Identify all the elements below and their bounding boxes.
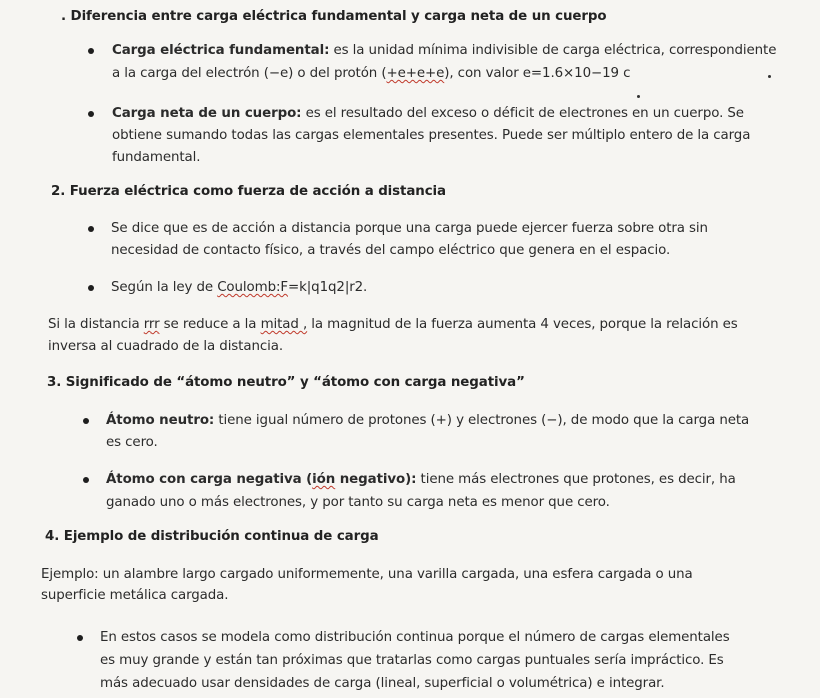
s1-b2-term: Carga neta de un cuerpo: bbox=[112, 106, 302, 121]
s4-para-line2: superficie metálica cargada. bbox=[41, 588, 229, 603]
stray-dot bbox=[637, 95, 640, 98]
section-3-heading: 3. Significado de “átomo neutro” y “átomo con carga negativa” bbox=[47, 375, 525, 390]
s4-para-line1: Ejemplo: un alambre largo cargado uniformemente, una varilla cargada, una esfera cargada o una bbox=[41, 567, 693, 582]
section-1-heading: . Diferencia entre carga eléctrica fundamental y carga neta de un cuerpo bbox=[61, 9, 607, 24]
s2-para-sq1: rrr bbox=[143, 317, 160, 332]
s3-b2-text: tiene más electrones que protones, es decir, ha bbox=[416, 472, 736, 487]
s3-b2-line2: ganado uno o más electrones, y por tanto su carga neta es menor que cero. bbox=[106, 495, 610, 510]
s2-b2-sq: Coulomb:F bbox=[217, 280, 288, 295]
s1-b2-line2: obtiene sumando todas las cargas elementales presentes. Puede ser múltiplo entero de la carga bbox=[112, 128, 751, 143]
s2-para-b: se reduce a la bbox=[159, 317, 261, 332]
s4-b1-line3: más adecuado usar densidades de carga (lineal, superficial o volumétrica) e integrar. bbox=[100, 676, 665, 691]
s1-b1-line2-a: a la carga del electrón (−e) o del protón ( bbox=[112, 66, 387, 81]
s3-b2-term-sq: ión bbox=[312, 472, 336, 487]
bullet-icon bbox=[83, 418, 89, 424]
bullet-icon bbox=[88, 111, 94, 117]
s3-b2-term-b: negativo): bbox=[335, 472, 417, 487]
s1-b2-text: es el resultado del exceso o déficit de electrones en un cuerpo. Se bbox=[301, 106, 744, 121]
s4-b1-line1: En estos casos se modela como distribución continua porque el número de cargas elementales bbox=[100, 630, 730, 645]
s2-b1-line1: Se dice que es de acción a distancia porque una carga puede ejercer fuerza sobre otra sin bbox=[111, 221, 708, 236]
stray-dot bbox=[768, 75, 771, 78]
bullet-icon bbox=[83, 477, 89, 483]
bullet-icon bbox=[88, 226, 94, 232]
s3-b2-term-a: Átomo con carga negativa ( bbox=[106, 472, 313, 487]
bullet-icon bbox=[88, 285, 94, 291]
s1-b1-line2-b: ), con valor e=1.6×10−19 c bbox=[444, 66, 631, 81]
bullet-icon bbox=[77, 635, 83, 641]
s2-para-line2: inversa al cuadrado de la distancia. bbox=[48, 339, 283, 354]
s3-b1-text: tiene igual número de protones (+) y electrones (−), de modo que la carga neta bbox=[214, 413, 750, 428]
s2-para-c: la magnitud de la fuerza aumenta 4 veces, porque la relación es bbox=[307, 317, 738, 332]
s1-b1-line2 bbox=[112, 65, 630, 83]
s2-para-line1 bbox=[48, 316, 738, 334]
s1-b2-line3: fundamental. bbox=[112, 150, 201, 165]
s3-b1-line1 bbox=[106, 412, 749, 430]
s2-b1-line2: necesidad de contacto físico, a través del campo eléctrico que genera en el espacio. bbox=[111, 243, 671, 258]
s2-b2-post: =k|q1q2|r2. bbox=[288, 280, 368, 295]
s3-b1-line2: es cero. bbox=[106, 435, 158, 450]
s2-para-a: Si la distancia bbox=[48, 317, 144, 332]
s3-b1-term: Átomo neutro: bbox=[106, 413, 215, 428]
s1-b1-text: es la unidad mínima indivisible de carga eléctrica, correspondiente bbox=[329, 43, 777, 58]
s1-b2-line1 bbox=[112, 105, 744, 123]
s1-b1-line2-sq: +e+e+e bbox=[386, 66, 445, 81]
bullet-icon bbox=[88, 48, 94, 54]
s2-b2-pre: Según la ley de bbox=[111, 280, 218, 295]
s1-b1-line1 bbox=[112, 42, 776, 60]
s4-b1-line2: es muy grande y están tan próximas que tratarlas como cargas puntuales sería impráctico. Es bbox=[100, 653, 724, 668]
section-4-heading: 4. Ejemplo de distribución continua de carga bbox=[45, 529, 379, 544]
s2-b2-line1 bbox=[111, 279, 367, 297]
s2-para-sq2: mitad , bbox=[260, 317, 308, 332]
s3-b2-line1 bbox=[106, 471, 736, 489]
s1-b1-term: Carga eléctrica fundamental: bbox=[112, 43, 330, 58]
section-2-heading: 2. Fuerza eléctrica como fuerza de acción a distancia bbox=[51, 184, 446, 199]
